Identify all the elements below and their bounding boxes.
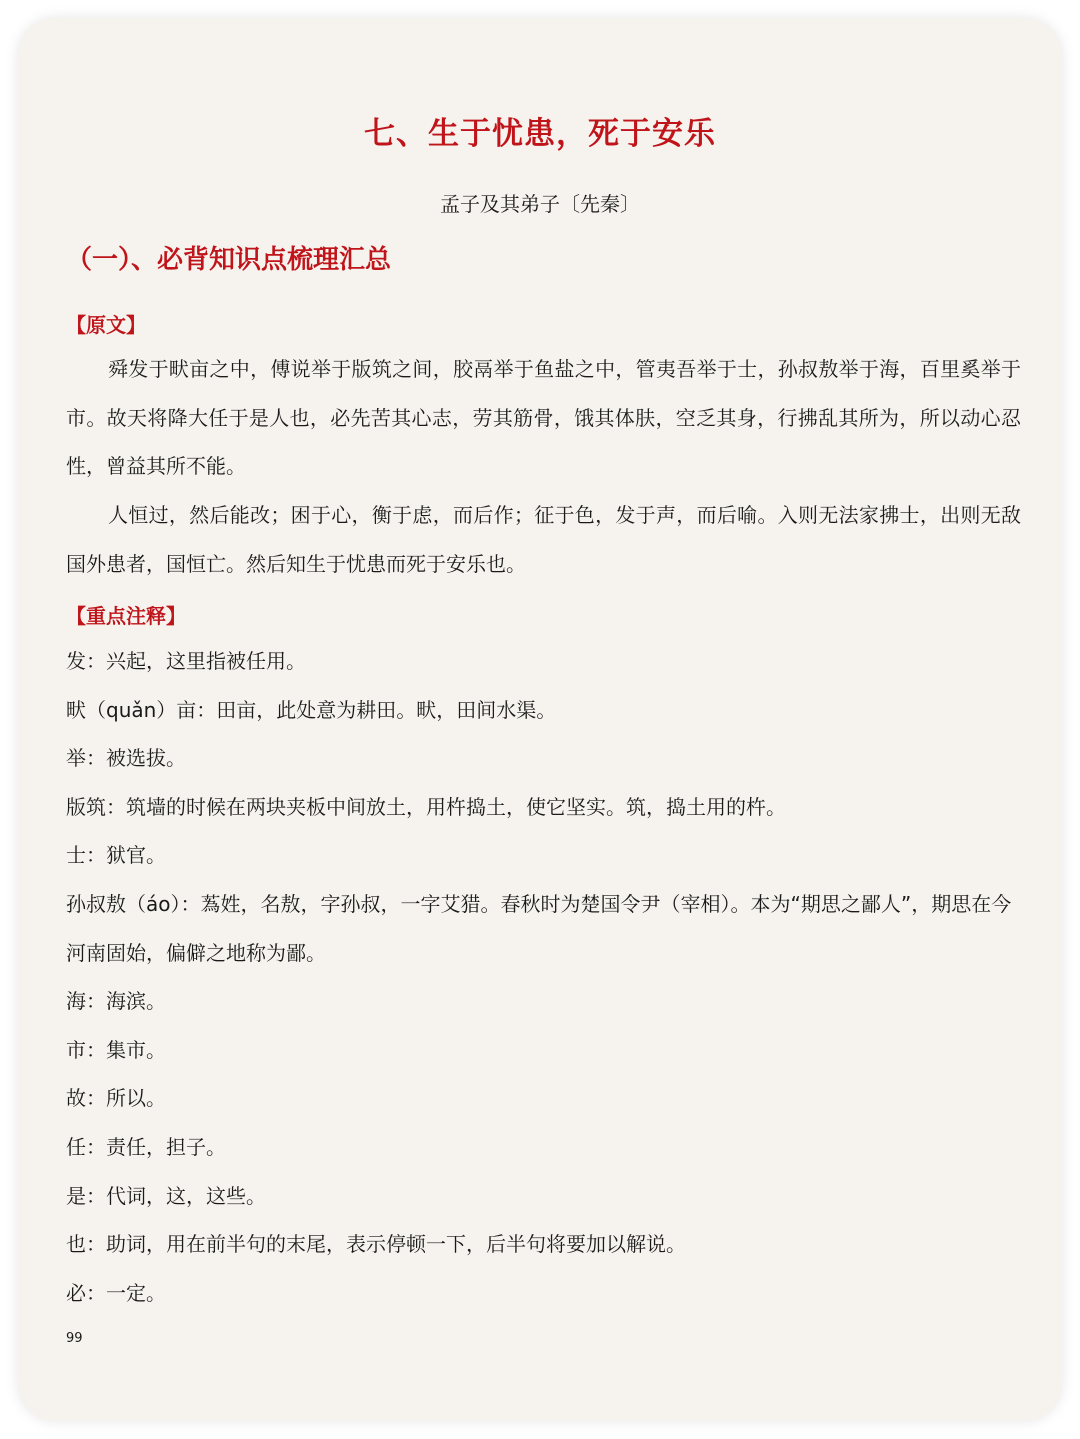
note-item: 必：一定。 bbox=[66, 1280, 166, 1305]
original-paragraph: 舜发于畎亩之中，傅说举于版筑之间，胶鬲举于鱼盐之中，管夷吾举于士，孙叔敖举于海，百里奚举于市。故天将降大任于是人也，必先苦其心志，劳其筋骨，饿其体肤，空乏其身，行拂乱其所为，所以动心忍性，曾益其所不能。 bbox=[66, 357, 1021, 479]
note-item: 是：代词，这，这些。 bbox=[66, 1183, 266, 1208]
author-line: 孟子及其弟子〔先秦〕 bbox=[440, 192, 640, 216]
notes-list bbox=[66, 637, 1026, 1317]
note-item: 畎（quǎn）亩：田亩，此处意为耕田。畎，田间水渠。 bbox=[66, 697, 557, 722]
original-paragraph: 人恒过，然后能改；困于心，衡于虑，而后作；征于色，发于声，而后喻。入则无法家拂士，出则无敌国外患者，国恒亡。然后知生于忧患而死于安乐也。 bbox=[66, 503, 1021, 576]
note-item: 版筑：筑墙的时候在两块夹板中间放土，用杵捣土，使它坚实。筑，捣土用的杵。 bbox=[66, 794, 786, 819]
page-title: 七、生于忧患，死于安乐 bbox=[364, 116, 716, 152]
note-item: 孙叔敖（áo）：蒍姓，名敖，字孙叔，一字艾猎。春秋时为楚国令尹（宰相）。本为“期思之鄙人”，期思在今河南固始，偏僻之地称为鄙。 bbox=[66, 891, 1012, 965]
note-item: 也：助词，用在前半句的末尾，表示停顿一下，后半句将要加以解说。 bbox=[66, 1232, 686, 1257]
page-number: 99 bbox=[66, 1331, 83, 1346]
note-item: 任：责任，担子。 bbox=[66, 1134, 226, 1159]
key-notes-label: 【重点注释】 bbox=[66, 604, 186, 628]
original-text-label: 【原文】 bbox=[66, 313, 146, 337]
note-item: 市：集市。 bbox=[66, 1037, 166, 1062]
note-item: 举：被选拔。 bbox=[66, 746, 186, 771]
note-item: 故：所以。 bbox=[66, 1086, 166, 1111]
note-item: 海：海滨。 bbox=[66, 989, 166, 1014]
note-item: 士：狱官。 bbox=[66, 843, 166, 868]
section-heading: （一）、必背知识点梳理汇总 bbox=[66, 245, 392, 275]
note-item: 发：兴起，这里指被任用。 bbox=[66, 649, 306, 673]
